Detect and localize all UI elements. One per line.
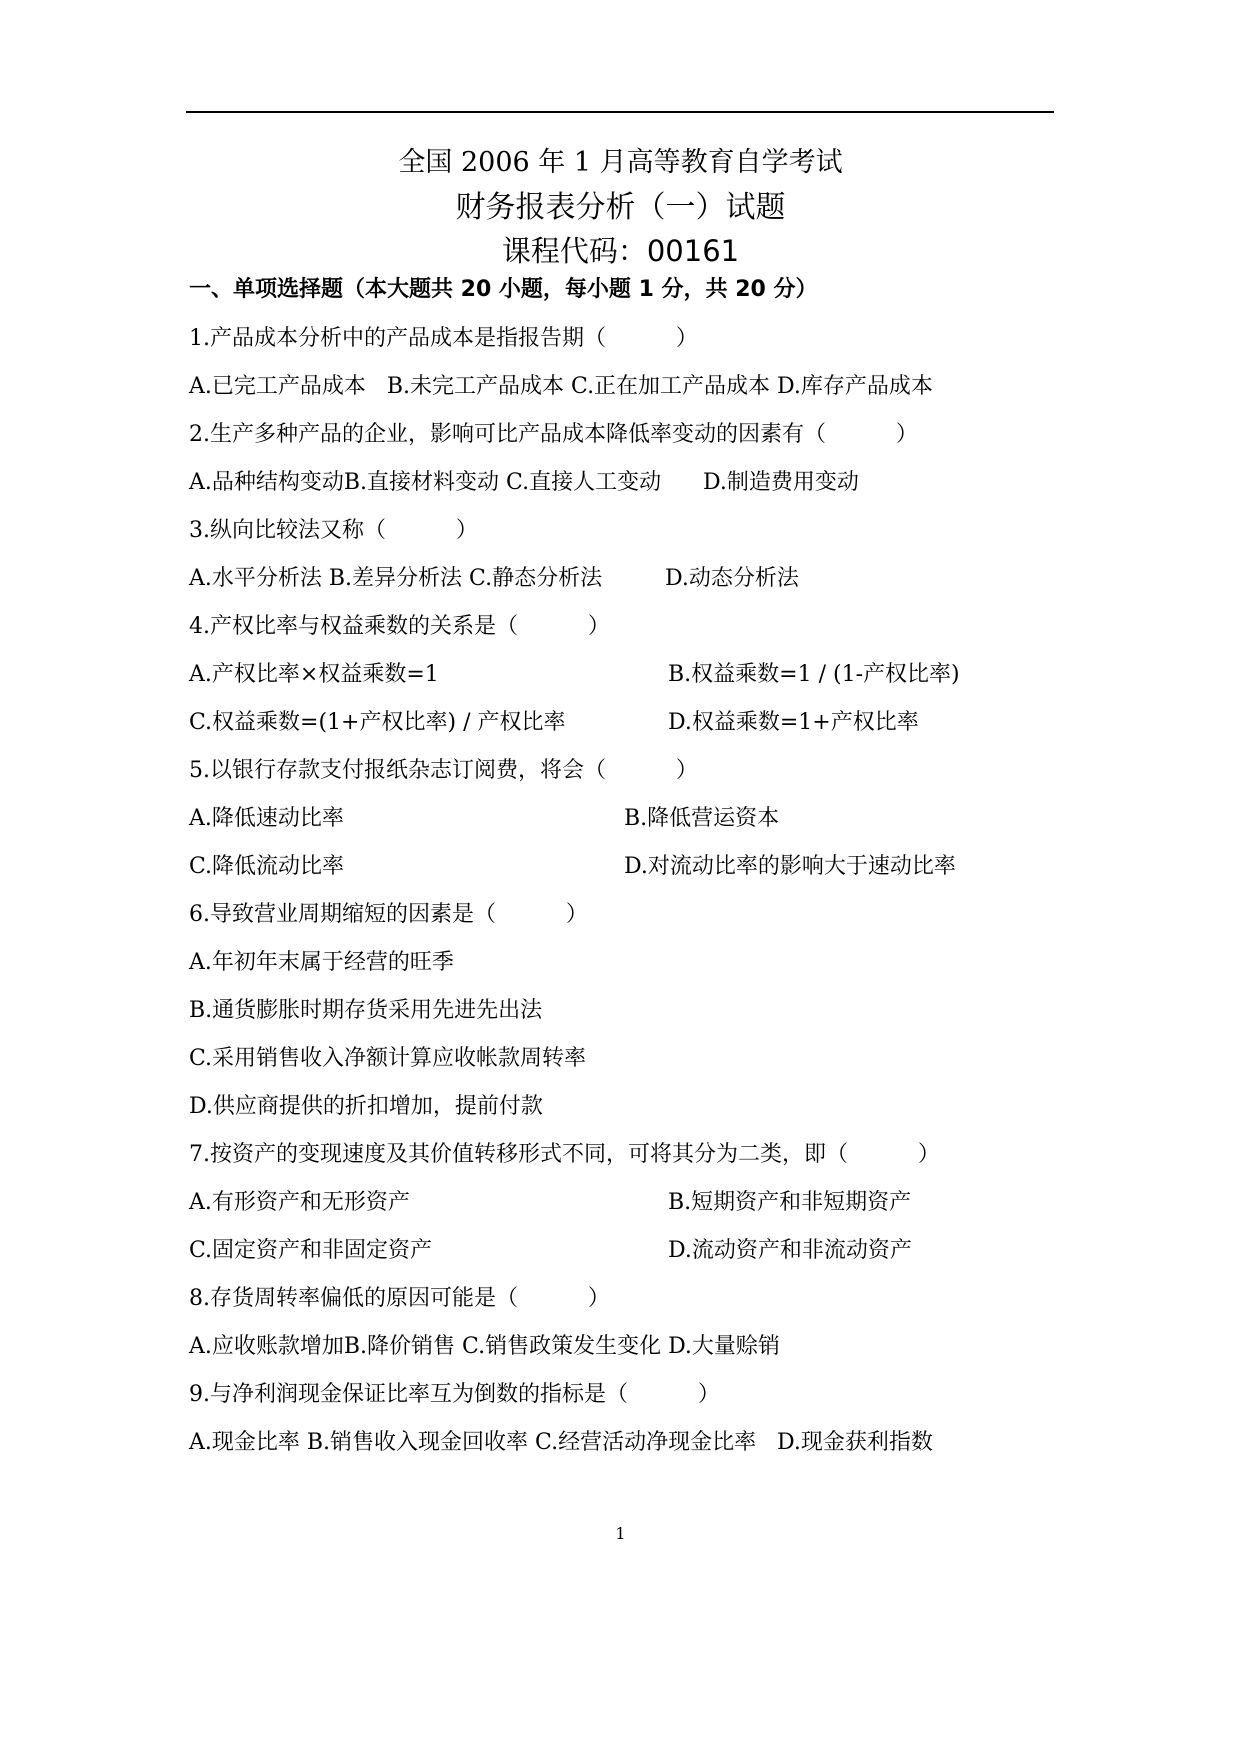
question-6-option-a: A.年初年末属于经营的旺季 — [189, 950, 454, 975]
question-6-option-c: C.采用销售收入净额计算应收帐款周转率 — [189, 1046, 587, 1071]
question-1-options: A.已完工产品成本 B.未完工产品成本 C.正在加工产品成本 D.库存产品成本 — [189, 374, 933, 399]
question-2-stem: 2.生产多种产品的企业，影响可比产品成本降低率变动的因素有（ ） — [189, 422, 918, 447]
question-8-stem: 8.存货周转率偏低的原因可能是（ ） — [189, 1286, 610, 1311]
question-6-option-d: D.供应商提供的折扣增加，提前付款 — [189, 1094, 543, 1119]
question-7-option-c: C.固定资产和非固定资产 — [189, 1238, 433, 1263]
question-5-option-a: A.降低速动比率 — [189, 806, 344, 831]
question-1-stem: 1.产品成本分析中的产品成本是指报告期（ ） — [189, 326, 698, 351]
question-3-stem: 3.纵向比较法又称（ ） — [189, 518, 478, 543]
section-heading: 一、单项选择题（本大题共 20 小题，每小题 1 分，共 20 分） — [189, 277, 818, 302]
question-7-option-d: D.流动资产和非流动资产 — [668, 1238, 912, 1263]
question-4-option-d: D.权益乘数=1+产权比率 — [668, 710, 919, 735]
question-7-option-a: A.有形资产和无形资产 — [189, 1190, 410, 1215]
question-4-stem: 4.产权比率与权益乘数的关系是（ ） — [189, 614, 610, 639]
question-7-option-b: B.短期资产和非短期资产 — [668, 1190, 912, 1215]
question-7-stem: 7.按资产的变现速度及其价值转移形式不同，可将其分为二类，即（ ） — [189, 1142, 940, 1167]
question-8-options: A.应收账款增加B.降价销售 C.销售政策发生变化 D.大量赊销 — [189, 1334, 780, 1359]
question-4-option-a: A.产权比率×权益乘数=1 — [189, 662, 439, 687]
course-code: 课程代码：00161 — [501, 234, 740, 268]
question-4-option-b: B.权益乘数=1 / (1-产权比率) — [668, 662, 960, 687]
question-4-option-c: C.权益乘数=(1+产权比率) / 产权比率 — [189, 710, 566, 735]
question-3-options: A.水平分析法 B.差异分析法 C.静态分析法 D.动态分析法 — [189, 566, 799, 591]
page-number: 1 — [615, 1524, 626, 1543]
question-9-options: A.现金比率 B.销售收入现金回收率 C.经营活动净现金比率 D.现金获利指数 — [189, 1430, 933, 1455]
question-6-option-b: B.通货膨胀时期存货采用先进先出法 — [189, 998, 543, 1023]
question-6-stem: 6.导致营业周期缩短的因素是（ ） — [189, 902, 588, 927]
question-2-options: A.品种结构变动B.直接材料变动 C.直接人工变动 D.制造费用变动 — [189, 470, 859, 495]
question-5-stem: 5.以银行存款支付报纸杂志订阅费，将会（ ） — [189, 758, 698, 783]
exam-title: 全国 2006 年 1 月高等教育自学考试 — [398, 147, 843, 178]
question-5-option-c: C.降低流动比率 — [189, 854, 345, 879]
question-5-option-d: D.对流动比率的影响大于速动比率 — [624, 854, 956, 879]
subject-title: 财务报表分析（一）试题 — [455, 190, 786, 225]
question-5-option-b: B.降低营运资本 — [624, 806, 780, 831]
question-9-stem: 9.与净利润现金保证比率互为倒数的指标是（ ） — [189, 1382, 720, 1407]
top-rule — [186, 111, 1054, 113]
